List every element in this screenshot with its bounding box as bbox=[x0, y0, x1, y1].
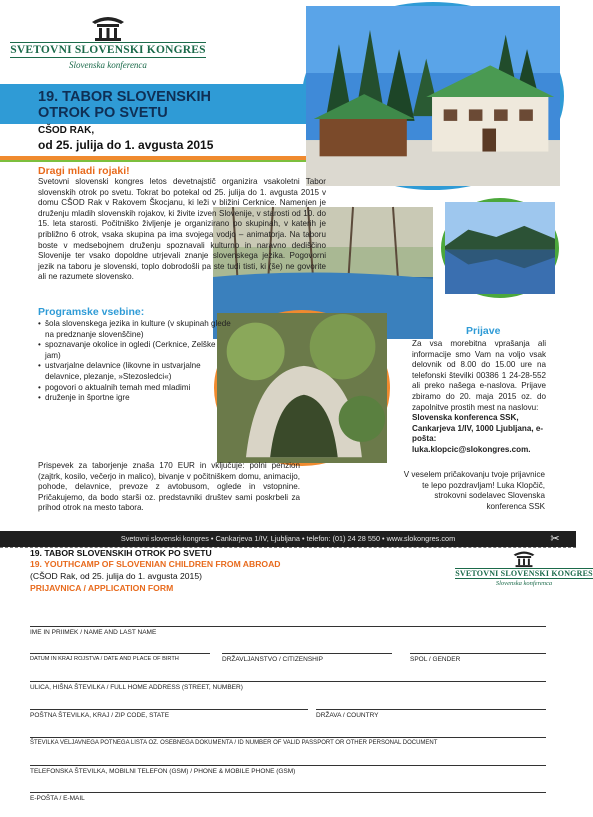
ssk-logo bbox=[10, 12, 206, 70]
intro-heading: Dragi mladi rojaki! bbox=[38, 165, 130, 177]
form-title-sl: 19. TABOR SLOVENSKIH OTROK PO SVETU bbox=[30, 548, 212, 558]
passport-field[interactable] bbox=[30, 737, 546, 751]
address-field-label: ULICA, HIŠNA ŠTEVILKA / FULL HOME ADDRESS (STREET, NUMBER) bbox=[30, 684, 243, 691]
title-line-2: OTROK PO SVETU bbox=[38, 105, 168, 121]
intro-text bbox=[38, 177, 326, 283]
prijave-paragraph: Za vsa morebitna vprašanja ali informacije smo Vam na voljo vsak delovnik od 8.00 do 15.00 ure na telefonski številki 00386 1 24-28-552 ali preko našega e-naslova. Prijave zbiramo do 20. maja 2015 oz. do zapolnitve prostih mest na naslovu: bbox=[412, 339, 546, 412]
address-field[interactable] bbox=[30, 681, 546, 695]
citizenship-field-label: DRŽAVLJANSTVO / CITIZENSHIP bbox=[222, 656, 324, 663]
phone-field[interactable] bbox=[30, 765, 546, 779]
country-field-label: DRŽAVA / COUNTRY bbox=[316, 712, 379, 719]
ssk-emblem-icon bbox=[88, 12, 128, 42]
prijave-text bbox=[412, 339, 546, 456]
birth-field[interactable] bbox=[30, 653, 210, 667]
program-item: • šola slovenskega jezika in kulture (v skupinah glede na predznanje slovenščine) bbox=[38, 319, 233, 340]
logo-name: SVETOVNI SLOVENSKI KONGRES bbox=[10, 44, 206, 56]
title-line-1: 19. TABOR SLOVENSKIH bbox=[38, 89, 211, 105]
ssk-logo-small bbox=[455, 548, 593, 587]
prijave-heading: Prijave bbox=[466, 325, 501, 337]
program-item: • druženje in športne igre bbox=[38, 393, 233, 404]
logo-name: SVETOVNI SLOVENSKI KONGRES bbox=[455, 569, 593, 578]
logo-subtitle: Slovenska konferenca bbox=[69, 60, 147, 70]
program-item: • pogovori o aktualnih temah med mladimi bbox=[38, 383, 233, 394]
prijave-address: Slovenska konferenca SSK, Cankarjeva 1/IV, 1000 Ljubljana, e-pošta: luka.klopcic@slokongres.com. bbox=[412, 413, 544, 454]
postal-field-label: POŠTNA ŠTEVILKA, KRAJ / ZIP CODE, STATE bbox=[30, 712, 170, 719]
name-field-label: IME IN PRIIMEK / NAME AND LAST NAME bbox=[30, 629, 157, 636]
scissors-icon: ✂ bbox=[550, 533, 560, 545]
form-title-en: 19. YOUTHCAMP OF SLOVENIAN CHILDREN FROM ABROAD bbox=[30, 559, 281, 569]
program-item: • ustvarjalne delavnice (likovne in ustvarjalne delavnice, plezanje, »Stezosledci«) bbox=[38, 361, 233, 382]
phone-field-label: TELEFONSKA ŠTEVILKA, MOBILNI TELEFON (GSM) / PHONE & MOBILE PHONE (GSM) bbox=[30, 768, 296, 775]
intro-paragraph: Svetovni slovenski kongres letos devetnajstič organizira vsakoletni Tabor slovenskih otrok po svetu. Tokrat bo potekal od 25. julija do 1. avgusta 2015 v domu CŠOD Rak v Rakovem Škocjanu, ki leži v bližini Cerknice. Namenjen je druženju mladih slovenskih rojakov, ki živite izven Slovenije, v starosti od 10. do 15. leta starosti. Počitniško življenje je organizirano po skupinah, v katerih je približno 6 otrok, vsaka skupina pa ima svojega vodjo – animatorja. Na taboru boste v medsebojnem druženju spoznavali kulturno in naravno dediščino Slovenije ter vsako dopoldne utrjevali znanje slovenskega jezika. Pogovorni jezik na taboru je slovenski, toplo dobrodošli pa ste tudi tisti, ki (še) ne govorite ali ne razumete slovensko. bbox=[38, 177, 326, 282]
ssk-emblem-icon bbox=[511, 548, 537, 568]
closing-text: V veselem pričakovanju tvoje prijavnice te lepo pozdravljam! Luka Klopčič, strokovni sodelavec Slovenska konferenca SSK bbox=[403, 470, 545, 511]
footer-text: Svetovni slovenski kongres • Cankarjeva 1/IV, Ljubljana • telefon: (01) 24 28 550 • www.slokongres.com bbox=[120, 534, 456, 543]
form-title: PRIJAVNICA / APPLICATION FORM bbox=[30, 583, 174, 593]
passport-field-label: ŠTEVILKA VELJAVNEGA POTNEGA LISTA OZ. OSEBNEGA DOKUMENTA / ID NUMBER OF VALID PASSPORT OR OTHER PERSONAL DOCUMENT bbox=[30, 740, 438, 746]
fee-text bbox=[38, 461, 300, 514]
program-list bbox=[38, 319, 233, 404]
fee-paragraph: Prispevek za taborjenje znaša 170 EUR in vključuje: polni penzion (zajtrk, kosilo, večerjo in malico), bivanje v počitniškem domu, animacijo, pohode, delavnice, prevoze z avtobusom, oglede in vstopnine. Pričakujemo, da bodo starši oz. predstavniki društev sami poskrbeli za prihod otrok na mesto tabora. bbox=[38, 461, 300, 513]
form-place-dates: (CŠOD Rak, od 25. julija do 1. avgusta 2015) bbox=[30, 571, 202, 581]
email-field-label: E-POŠTA / E-MAIL bbox=[30, 795, 85, 802]
country-field[interactable] bbox=[316, 709, 546, 723]
venue: CŠOD RAK, bbox=[38, 125, 95, 136]
citizenship-field[interactable] bbox=[222, 653, 392, 667]
birth-field-label: DATUM IN KRAJ ROJSTVA / DATE AND PLACE OF BIRTH bbox=[30, 656, 179, 662]
email-field[interactable] bbox=[30, 792, 546, 806]
gender-field[interactable] bbox=[410, 653, 546, 667]
name-field[interactable] bbox=[30, 626, 546, 640]
program-item: • spoznavanje okolice in ogledi (Cerknice, Zelške jam) bbox=[38, 340, 233, 361]
gender-field-label: SPOL / GENDER bbox=[410, 656, 461, 663]
photo-cave bbox=[214, 310, 390, 466]
divider-green bbox=[0, 160, 322, 162]
program-heading: Programske vsebine: bbox=[38, 306, 145, 318]
logo-subtitle: Slovenska konferenca bbox=[495, 580, 553, 587]
photo-house bbox=[302, 2, 564, 190]
photo-lake bbox=[441, 198, 559, 298]
camp-dates: od 25. julija do 1. avgusta 2015 bbox=[38, 138, 214, 152]
page-title bbox=[38, 89, 211, 121]
postal-field[interactable] bbox=[30, 709, 308, 723]
